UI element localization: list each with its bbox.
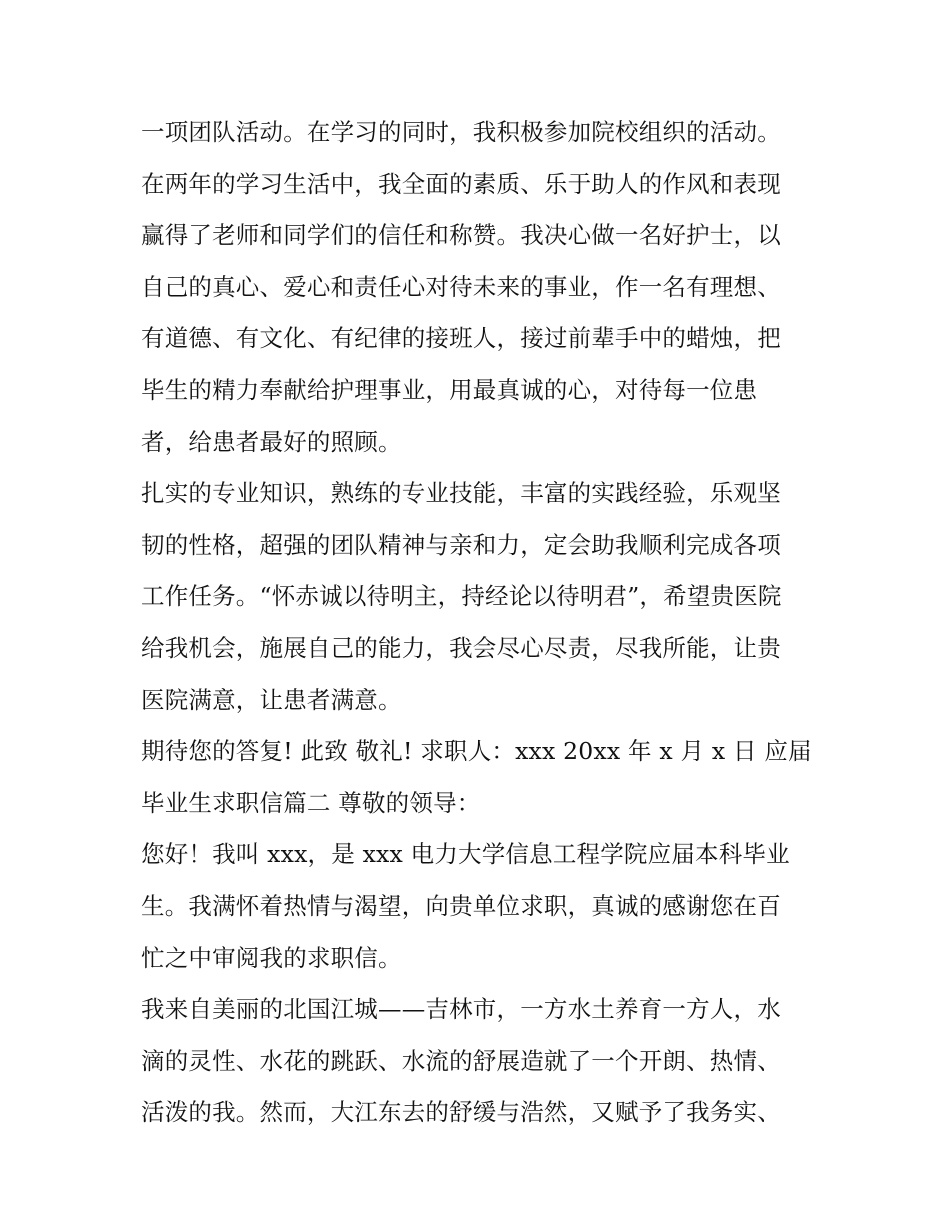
text-line: 生。我满怀着热情与渴望，向贵单位求职，真诚的感谢您在百 [141, 891, 781, 920]
text-line: 期待您的答复! 此致 敬礼! 求职人：xxx 20xx 年 x 月 x 日 应届 [141, 737, 812, 766]
text-line: 有道德、有文化、有纪律的接班人，接过前辈手中的蜡烛，把 [141, 324, 781, 353]
text-line: 您好！我叫 xxx，是 xxx 电力大学信息工程学院应届本科毕业 [141, 840, 790, 869]
text-line: 我来自美丽的北国江城——吉林市，一方水土养育一方人，水 [141, 995, 781, 1024]
text-line: 一项团队活动。在学习的同时，我积极参加院校组织的活动。 [141, 118, 781, 146]
text-line: 忙之中审阅我的求职信。 [141, 943, 402, 972]
text-line: 在两年的学习生活中，我全面的素质、乐于助人的作风和表现 [141, 169, 781, 198]
text-line: 给我机会，施展自己的能力，我会尽心尽责，尽我所能，让贵 [141, 633, 781, 662]
text-line: 滴的灵性、水花的跳跃、水流的舒展造就了一个开朗、热情、 [141, 1046, 781, 1075]
body-text [141, 107, 821, 1139]
text-line: 工作任务。“怀赤诚以待明主，持经论以待明君”，希望贵医院 [141, 582, 782, 611]
text-line: 毕业生求职信篇二 尊敬的领导： [141, 788, 481, 817]
text-line: 活泼的我。然而，大江东去的舒缓与浩然，又赋予了我务实、 [141, 1098, 781, 1127]
text-line: 者，给患者最好的照顾。 [141, 427, 402, 456]
text-line: 韧的性格，超强的团队精神与亲和力，定会助我顺利完成各项 [141, 530, 781, 559]
text-line: 毕生的精力奉献给护理事业，用最真诚的心，对待每一位患 [141, 375, 758, 404]
text-line: 自己的真心、爱心和责任心对待未来的事业，作一名有理想、 [141, 272, 781, 301]
text-line: 扎实的专业知识，熟练的专业技能，丰富的实践经验，乐观坚 [141, 479, 781, 508]
text-line: 赢得了老师和同学们的信任和称赞。我决心做一名好护士，以 [141, 221, 781, 250]
text-line: 医院满意，让患者满意。 [141, 685, 402, 714]
